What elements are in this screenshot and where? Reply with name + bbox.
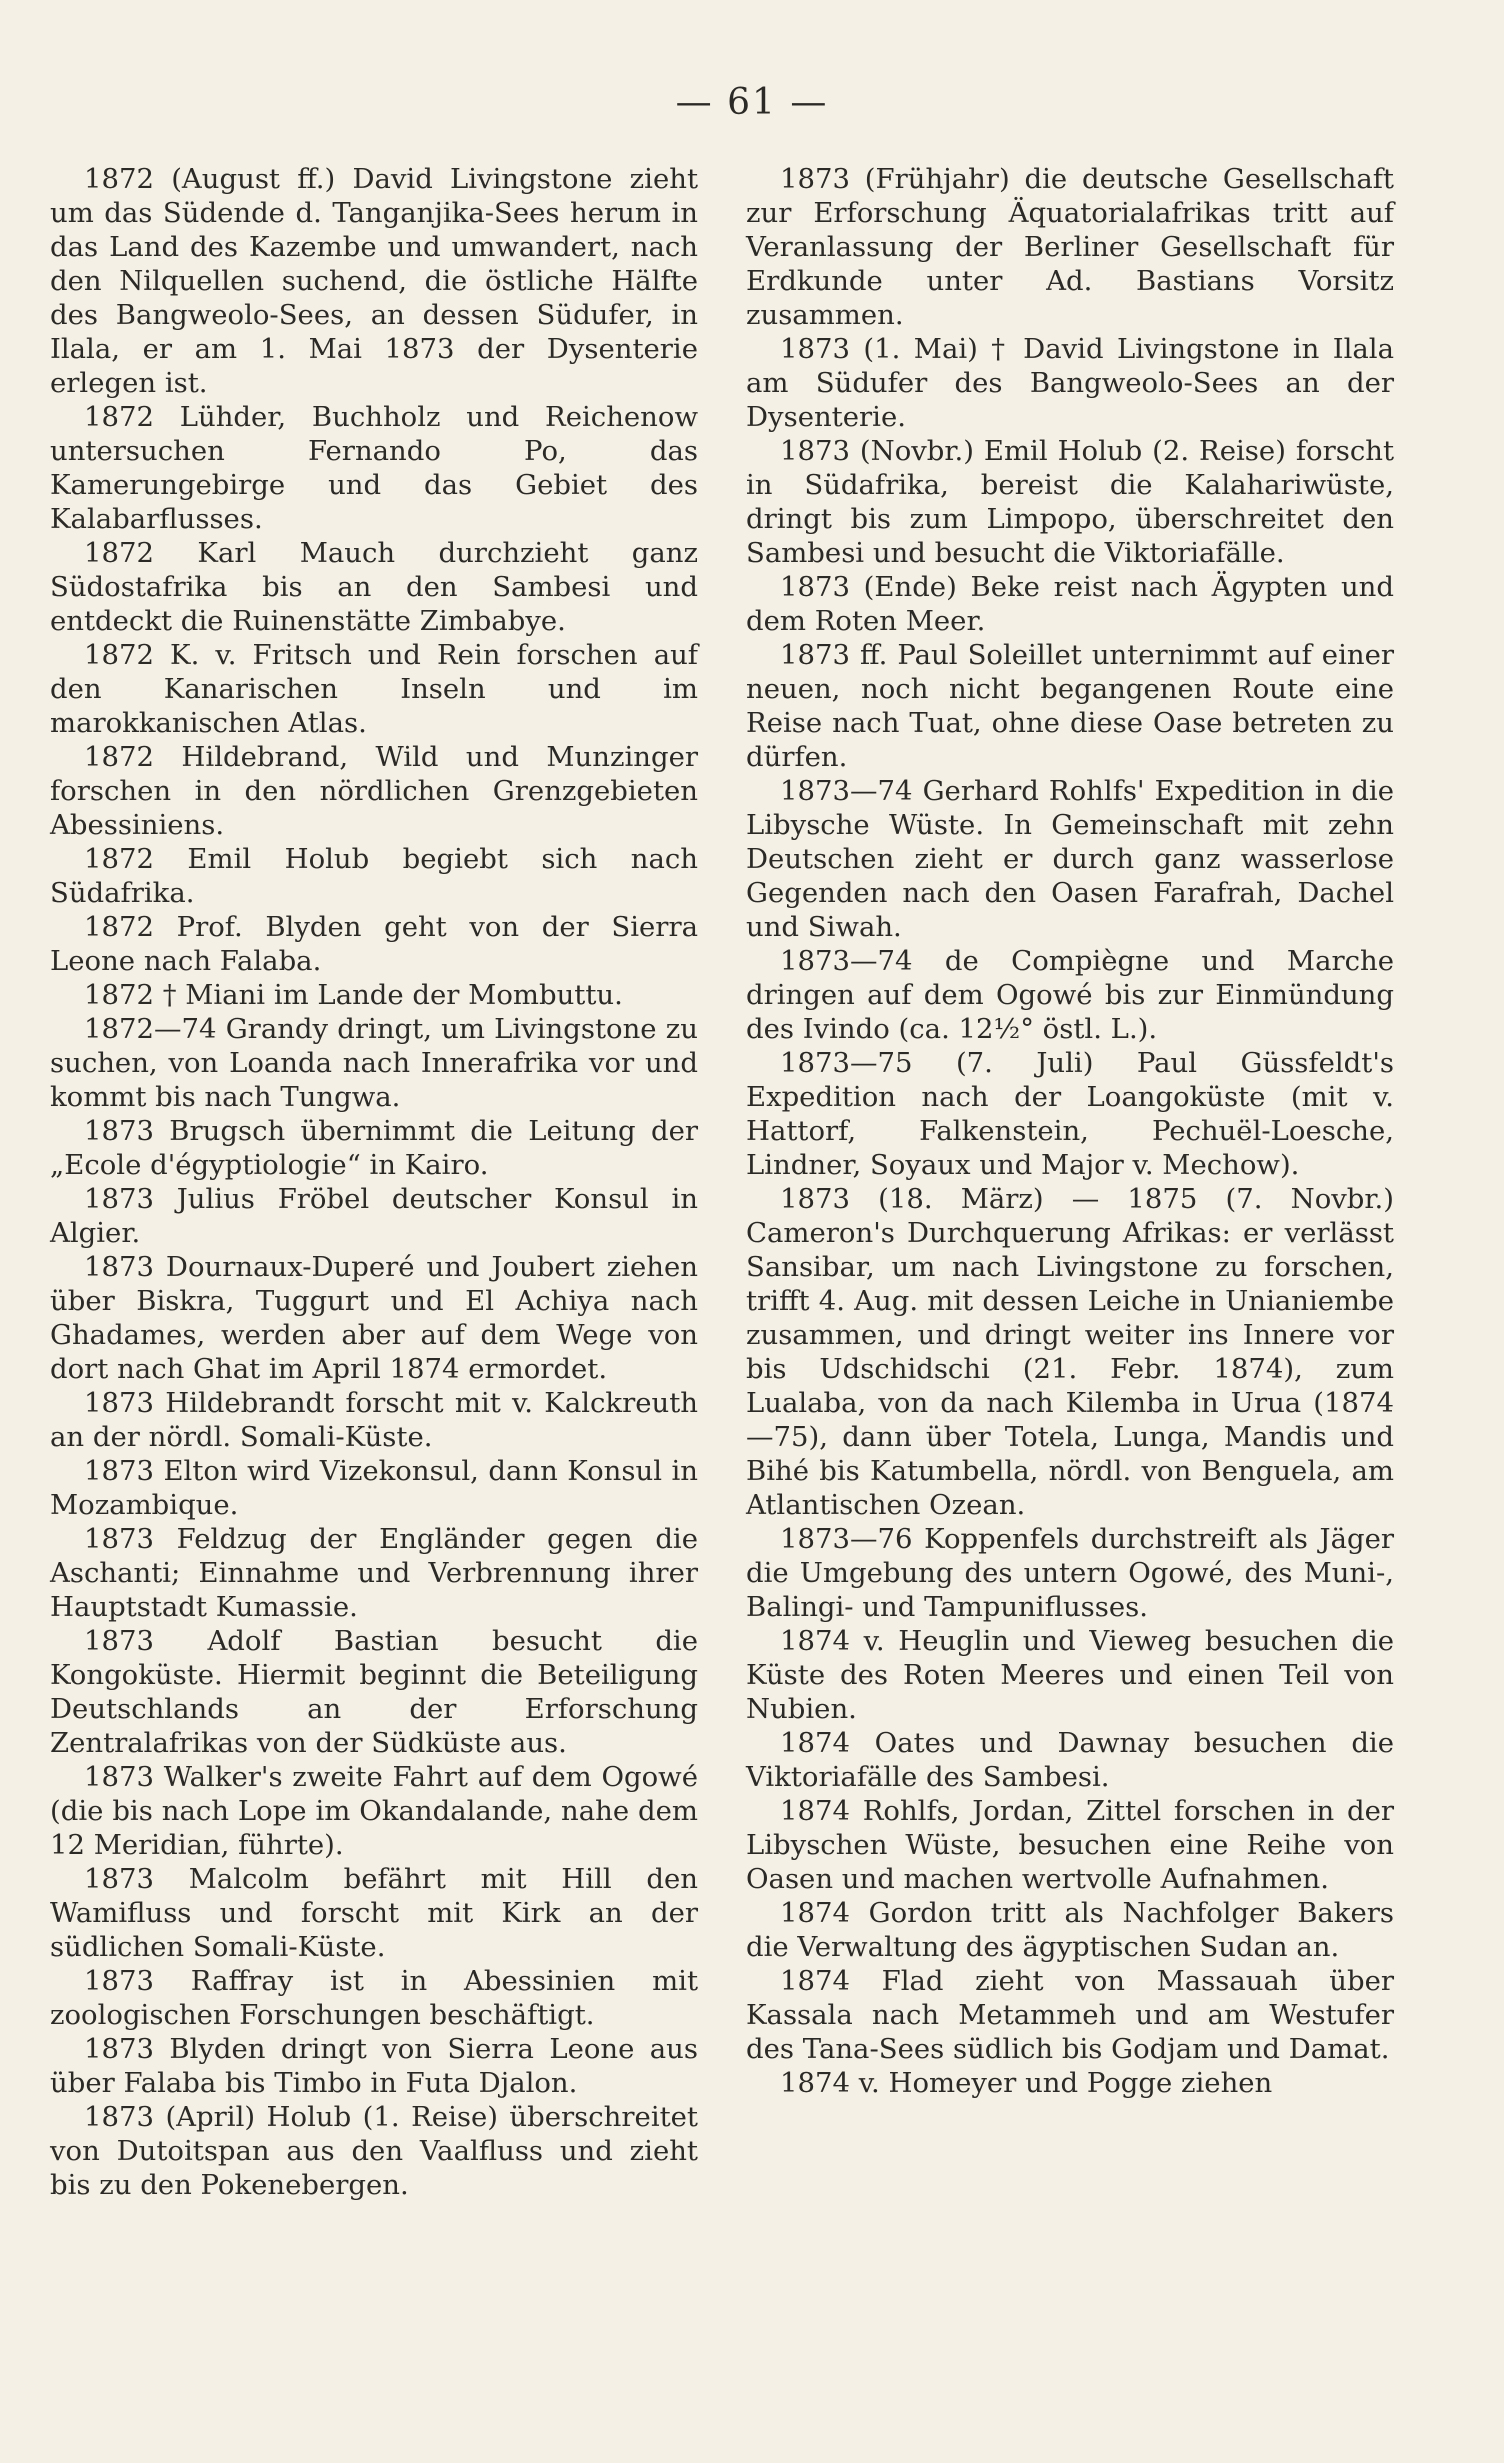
- chronology-entry: 1873 Hildebrandt forscht mit v. Kalckreuth an der nördl. Somali-Küste.: [50, 1387, 698, 1453]
- chronology-entry: 1873 Walker's zweite Fahrt auf dem Ogowé (die bis nach Lope im Okandalande, nahe dem 12 Meridian, führte).: [50, 1761, 698, 1861]
- chronology-entry: 1873 (Novbr.) Emil Holub (2. Reise) forscht in Südafrika, bereist die Kalahariwüste, dringt bis zum Limpopo, überschreitet den Sambesi und besucht die Viktoriafälle.: [746, 435, 1394, 569]
- chronology-entry: 1874 Flad zieht von Massauah über Kassala nach Metammeh und am Westufer des Tana-Sees südlich bis Godjam und Damat.: [746, 1965, 1394, 2065]
- chronology-entry: 1873 Raffray ist in Abessinien mit zoologischen Forschungen beschäftigt.: [50, 1965, 698, 2031]
- chronology-entry: 1873 (1. Mai) † David Livingstone in Ilala am Südufer des Bangweolo-Sees an der Dysenterie.: [746, 333, 1394, 433]
- chronology-entry: 1874 v. Heuglin und Vieweg besuchen die Küste des Roten Meeres und einen Teil von Nubien.: [746, 1625, 1394, 1725]
- chronology-entry: 1872 Lühder, Buchholz und Reichenow untersuchen Fernando Po, das Kamerungebirge und das Gebiet des Kalabarflusses.: [50, 401, 698, 535]
- chronology-entry: 1873 Dournaux-Duperé und Joubert ziehen über Biskra, Tuggurt und El Achiya nach Ghadames, werden aber auf dem Wege von dort nach Ghat im April 1874 ermordet.: [50, 1251, 698, 1385]
- chronology-entry: 1872 K. v. Fritsch und Rein forschen auf den Kanarischen Inseln und im marokkanischen Atlas.: [50, 639, 698, 739]
- chronology-entry: 1873—74 de Compiègne und Marche dringen auf dem Ogowé bis zur Einmündung des Ivindo (ca. 12½° östl. L.).: [746, 945, 1394, 1045]
- chronology-entry: 1873—76 Koppenfels durchstreift als Jäger die Umgebung des untern Ogowé, des Muni-, Balingi- und Tampuniflusses.: [746, 1523, 1394, 1623]
- chronology-entry: 1873 Feldzug der Engländer gegen die Aschanti; Einnahme und Verbrennung ihrer Hauptstadt Kumassie.: [50, 1523, 698, 1623]
- chronology-entry: 1873 (Ende) Beke reist nach Ägypten und dem Roten Meer.: [746, 571, 1394, 637]
- chronology-entry: 1873 Malcolm befährt mit Hill den Wamifluss und forscht mit Kirk an der südlichen Somali-Küste.: [50, 1863, 698, 1963]
- chronology-entry: 1872 † Miani im Lande der Mombuttu.: [84, 979, 623, 1011]
- chronology-entry: 1873 Brugsch übernimmt die Leitung der „Ecole d'égyptiologie“ in Kairo.: [50, 1115, 698, 1181]
- chronology-entry: 1873—74 Gerhard Rohlfs' Expedition in die Libysche Wüste. In Gemeinschaft mit zehn Deutschen zieht er durch ganz wasserlose Gegenden nach den Oasen Farafrah, Dachel und Siwah.: [746, 775, 1394, 943]
- right-column: [746, 162, 1394, 2100]
- chronology-entry: 1873 (Frühjahr) die deutsche Gesellschaft zur Erforschung Äquatorialafrikas tritt auf Veranlassung der Berliner Gesellschaft für Erdkunde unter Ad. Bastians Vorsitz zusammen.: [746, 163, 1394, 331]
- chronology-entry: 1873 Julius Fröbel deutscher Konsul in Algier.: [50, 1183, 698, 1249]
- chronology-entry: 1872—74 Grandy dringt, um Livingstone zu suchen, von Loanda nach Innerafrika vor und kommt bis nach Tungwa.: [50, 1013, 698, 1113]
- chronology-entry: 1872 Karl Mauch durchzieht ganz Südostafrika bis an den Sambesi und entdeckt die Ruinenstätte Zimbabye.: [50, 537, 698, 637]
- chronology-entry: 1874 Oates und Dawnay besuchen die Viktoriafälle des Sambesi.: [746, 1727, 1394, 1793]
- chronology-entry: 1874 v. Homeyer und Pogge ziehen: [780, 2067, 1273, 2099]
- chronology-entry: 1873 Adolf Bastian besucht die Kongoküste. Hiermit beginnt die Beteiligung Deutschlands an der Erforschung Zentralafrikas von der Südküste aus.: [50, 1625, 698, 1759]
- chronology-entry: 1873 (18. März) — 1875 (7. Novbr.) Cameron's Durchquerung Afrikas: er verlässt Sansibar, um nach Livingstone zu forschen, trifft 4. Aug. mit dessen Leiche in Unianiembe zusammen, und dringt weiter ins Innere vor bis Udschidschi (21. Febr. 1874), zum Lualaba, von da nach Kilemba in Urua (1874—75), dann über Totela, Lunga, Mandis und Bihé bis Katumbella, nördl. von Benguela, am Atlantischen Ozean.: [746, 1183, 1394, 1521]
- chronology-entry: 1873 (April) Holub (1. Reise) überschreitet von Dutoitspan aus den Vaalfluss und zieht bis zu den Pokenebergen.: [50, 2101, 698, 2201]
- chronology-entry: 1873 Elton wird Vizekonsul, dann Konsul in Mozambique.: [50, 1455, 698, 1521]
- page-number: — 61 —: [675, 82, 829, 123]
- chronology-entry: 1872 (August ff.) David Livingstone zieht um das Südende d. Tanganjika-Sees herum in das Land des Kazembe und umwandert, nach den Nilquellen suchend, die östliche Hälfte des Bangweolo-Sees, an dessen Südufer, in Ilala, er am 1. Mai 1873 der Dysenterie erlegen ist.: [50, 163, 698, 399]
- chronology-entry: 1874 Rohlfs, Jordan, Zittel forschen in der Libyschen Wüste, besuchen eine Reihe von Oasen und machen wertvolle Aufnahmen.: [746, 1795, 1394, 1895]
- chronology-entry: 1872 Emil Holub begiebt sich nach Südafrika.: [50, 843, 698, 909]
- chronology-entry: 1872 Hildebrand, Wild und Munzinger forschen in den nördlichen Grenzgebieten Abessiniens.: [50, 741, 698, 841]
- chronology-entry: 1873 ff. Paul Soleillet unternimmt auf einer neuen, noch nicht begangenen Route eine Reise nach Tuat, ohne diese Oase betreten zu dürfen.: [746, 639, 1394, 773]
- chronology-entry: 1874 Gordon tritt als Nachfolger Bakers die Verwaltung des ägyptischen Sudan an.: [746, 1897, 1394, 1963]
- chronology-entry: 1873 Blyden dringt von Sierra Leone aus über Falaba bis Timbo in Futa Djalon.: [50, 2033, 698, 2099]
- chronology-entry: 1872 Prof. Blyden geht von der Sierra Leone nach Falaba.: [50, 911, 698, 977]
- left-column: [50, 162, 698, 2202]
- chronology-entry: 1873—75 (7. Juli) Paul Güssfeldt's Expedition nach der Loangoküste (mit v. Hattorf, Falkenstein, Pechuël-Loesche, Lindner, Soyaux und Major v. Mechow).: [746, 1047, 1394, 1181]
